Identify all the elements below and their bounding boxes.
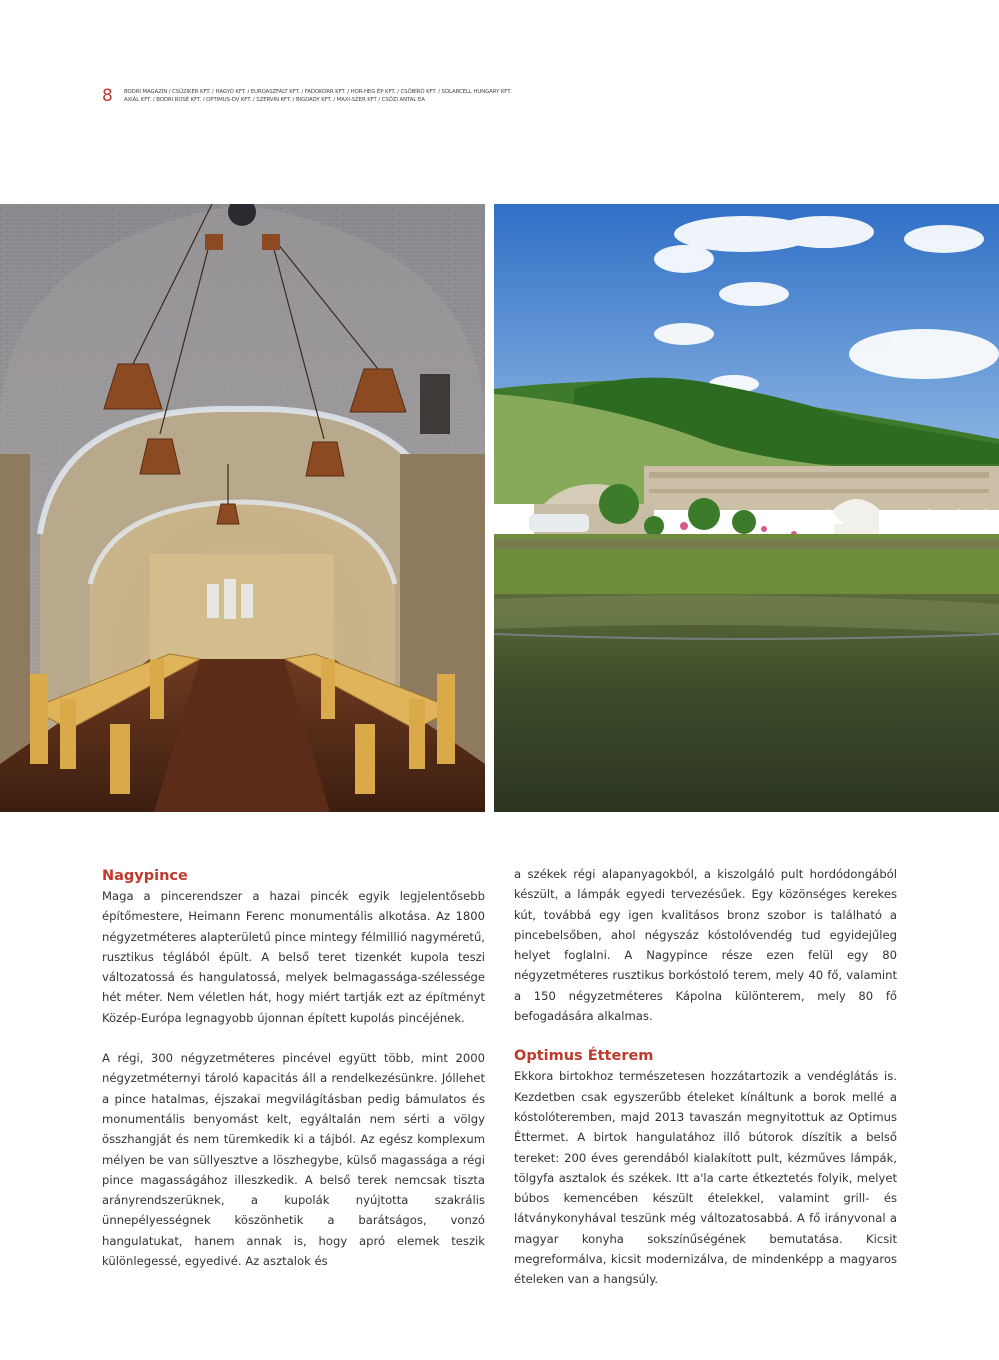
paragraph-spacer	[514, 1026, 897, 1046]
nagypince-heading: Nagypince	[102, 868, 188, 884]
paragraph-spacer	[102, 1028, 485, 1048]
sponsor-line-1: BODRI MAGAZIN / CSŰZIKER KFT. / HAGYÓ KFT. / EUROASZFALT KFT. / FADOKORR KFT. / HOR-HEG ÉP KFT. / CSŐBÍRÓ KFT. / SOLARCELL HUNGARY KFT.	[124, 89, 512, 95]
optimus-paragraph: Ekkora birtokhoz természetesen hozzátartozik a vendéglátás is. Kezdetben csak egyszerűbb ételeket kínáltunk a borok mellé a kóstolóteremben, majd 2013 tavaszán megnyitottuk az Optimus Éttermet. A birtok hangulatához illő bútorok díszítik a belső tereket: 200 éves gerendából kialakított pult, kézműves lámpák, tölgyfa asztalok és székek. Itt a'la carte étkeztetés folyik, melyet búbos kemencében készült ételekkel, valamint grill- és látványkonyhával teszünk még változatosabbá. A fő irányvonal a magyar konyha sokszínűségének bemutatása. Kicsit megreformálva, kicsit modernizálva, de mindenképp a magyaros ételeken van a hangsúly.	[514, 1069, 897, 1287]
estate-lake-photo	[494, 204, 999, 812]
sponsor-line-2: AXIÁL KFT. / BODRI ROSÉ KFT. / OPTIMUS-DV KFT. / SZERVIN KFT. / BIGDADY KFT. / MAXI-SZER KFT / CSŐZI ANTAL EA	[124, 97, 425, 103]
estate-illustration	[494, 204, 999, 812]
page-number: 8	[102, 86, 113, 106]
left-text-column	[102, 866, 485, 1271]
cellar-photo	[0, 204, 485, 812]
right-text-column	[514, 864, 897, 1290]
nagypince-paragraph-1: Maga a pincerendszer a hazai pincék egyik legjelentősebb építőmestere, Heimann Ferenc monumentális alkotása. Az 1800 négyzetméteres alapterületű pince mintegy félmillió nagyméretű, rusztikus téglából épült. A belső teret tizenkét kupola teszi változatossá és hangulatossá, melyek belmagassága-szélessége hét méter. Nem véletlen hát, hogy miért tartják ezt az építményt Közép-Európa legnagyobb újonnan épített kupolás pincéjének.	[102, 889, 485, 1025]
nagypince-paragraph-3: a székek régi alapanyagokból, a kiszolgáló pult hordódongából készült, a lámpák egyedi tervezésűek. Egy közönséges kerekes kút, továbbá egy igen kvalitásos bronz szobor is található a pincebelsőben, ahol négyszáz kóstolóvendég tud egyidejűleg helyet foglalni. A Nagypince része ezen felül egy 80 négyzetméteres rusztikus borkóstoló terem, mely 40 fő, valamint a 150 négyzetméteres Kápolna különterem, mely 80 fő befogadására alkalmas.	[514, 867, 897, 1024]
page-header	[102, 86, 522, 110]
optimus-heading: Optimus Étterem	[514, 1048, 654, 1065]
sponsor-list	[124, 88, 524, 104]
nagypince-paragraph-2: A régi, 300 négyzetméteres pincével együtt több, mint 2000 négyzetméternyi tároló kapacitás áll a rendelkezésünkre. Jóllehet a pince hatalmas, éjszakai megvilágításban pedig bámulatos és monumentális benyomást kelt, egyáltalán nem sérti a völgy összhangját és nem türemkedik ki a tájból. Az egész komplexum mélyen be van süllyesztve a löszhegybe, külső magassága a régi pince magasságához illeszkedik. A belső terek nemcsak tiszta arányrendszerüknek, a kupolák nyújtotta szakrális ünnepélyességnek köszönhetik a barátságos, vonzó hangulatukat, hanem annak is, hogy apró elemek teszik különlegessé, egyedivé. Az asztalok és	[102, 1051, 485, 1269]
cellar-illustration	[0, 204, 485, 812]
